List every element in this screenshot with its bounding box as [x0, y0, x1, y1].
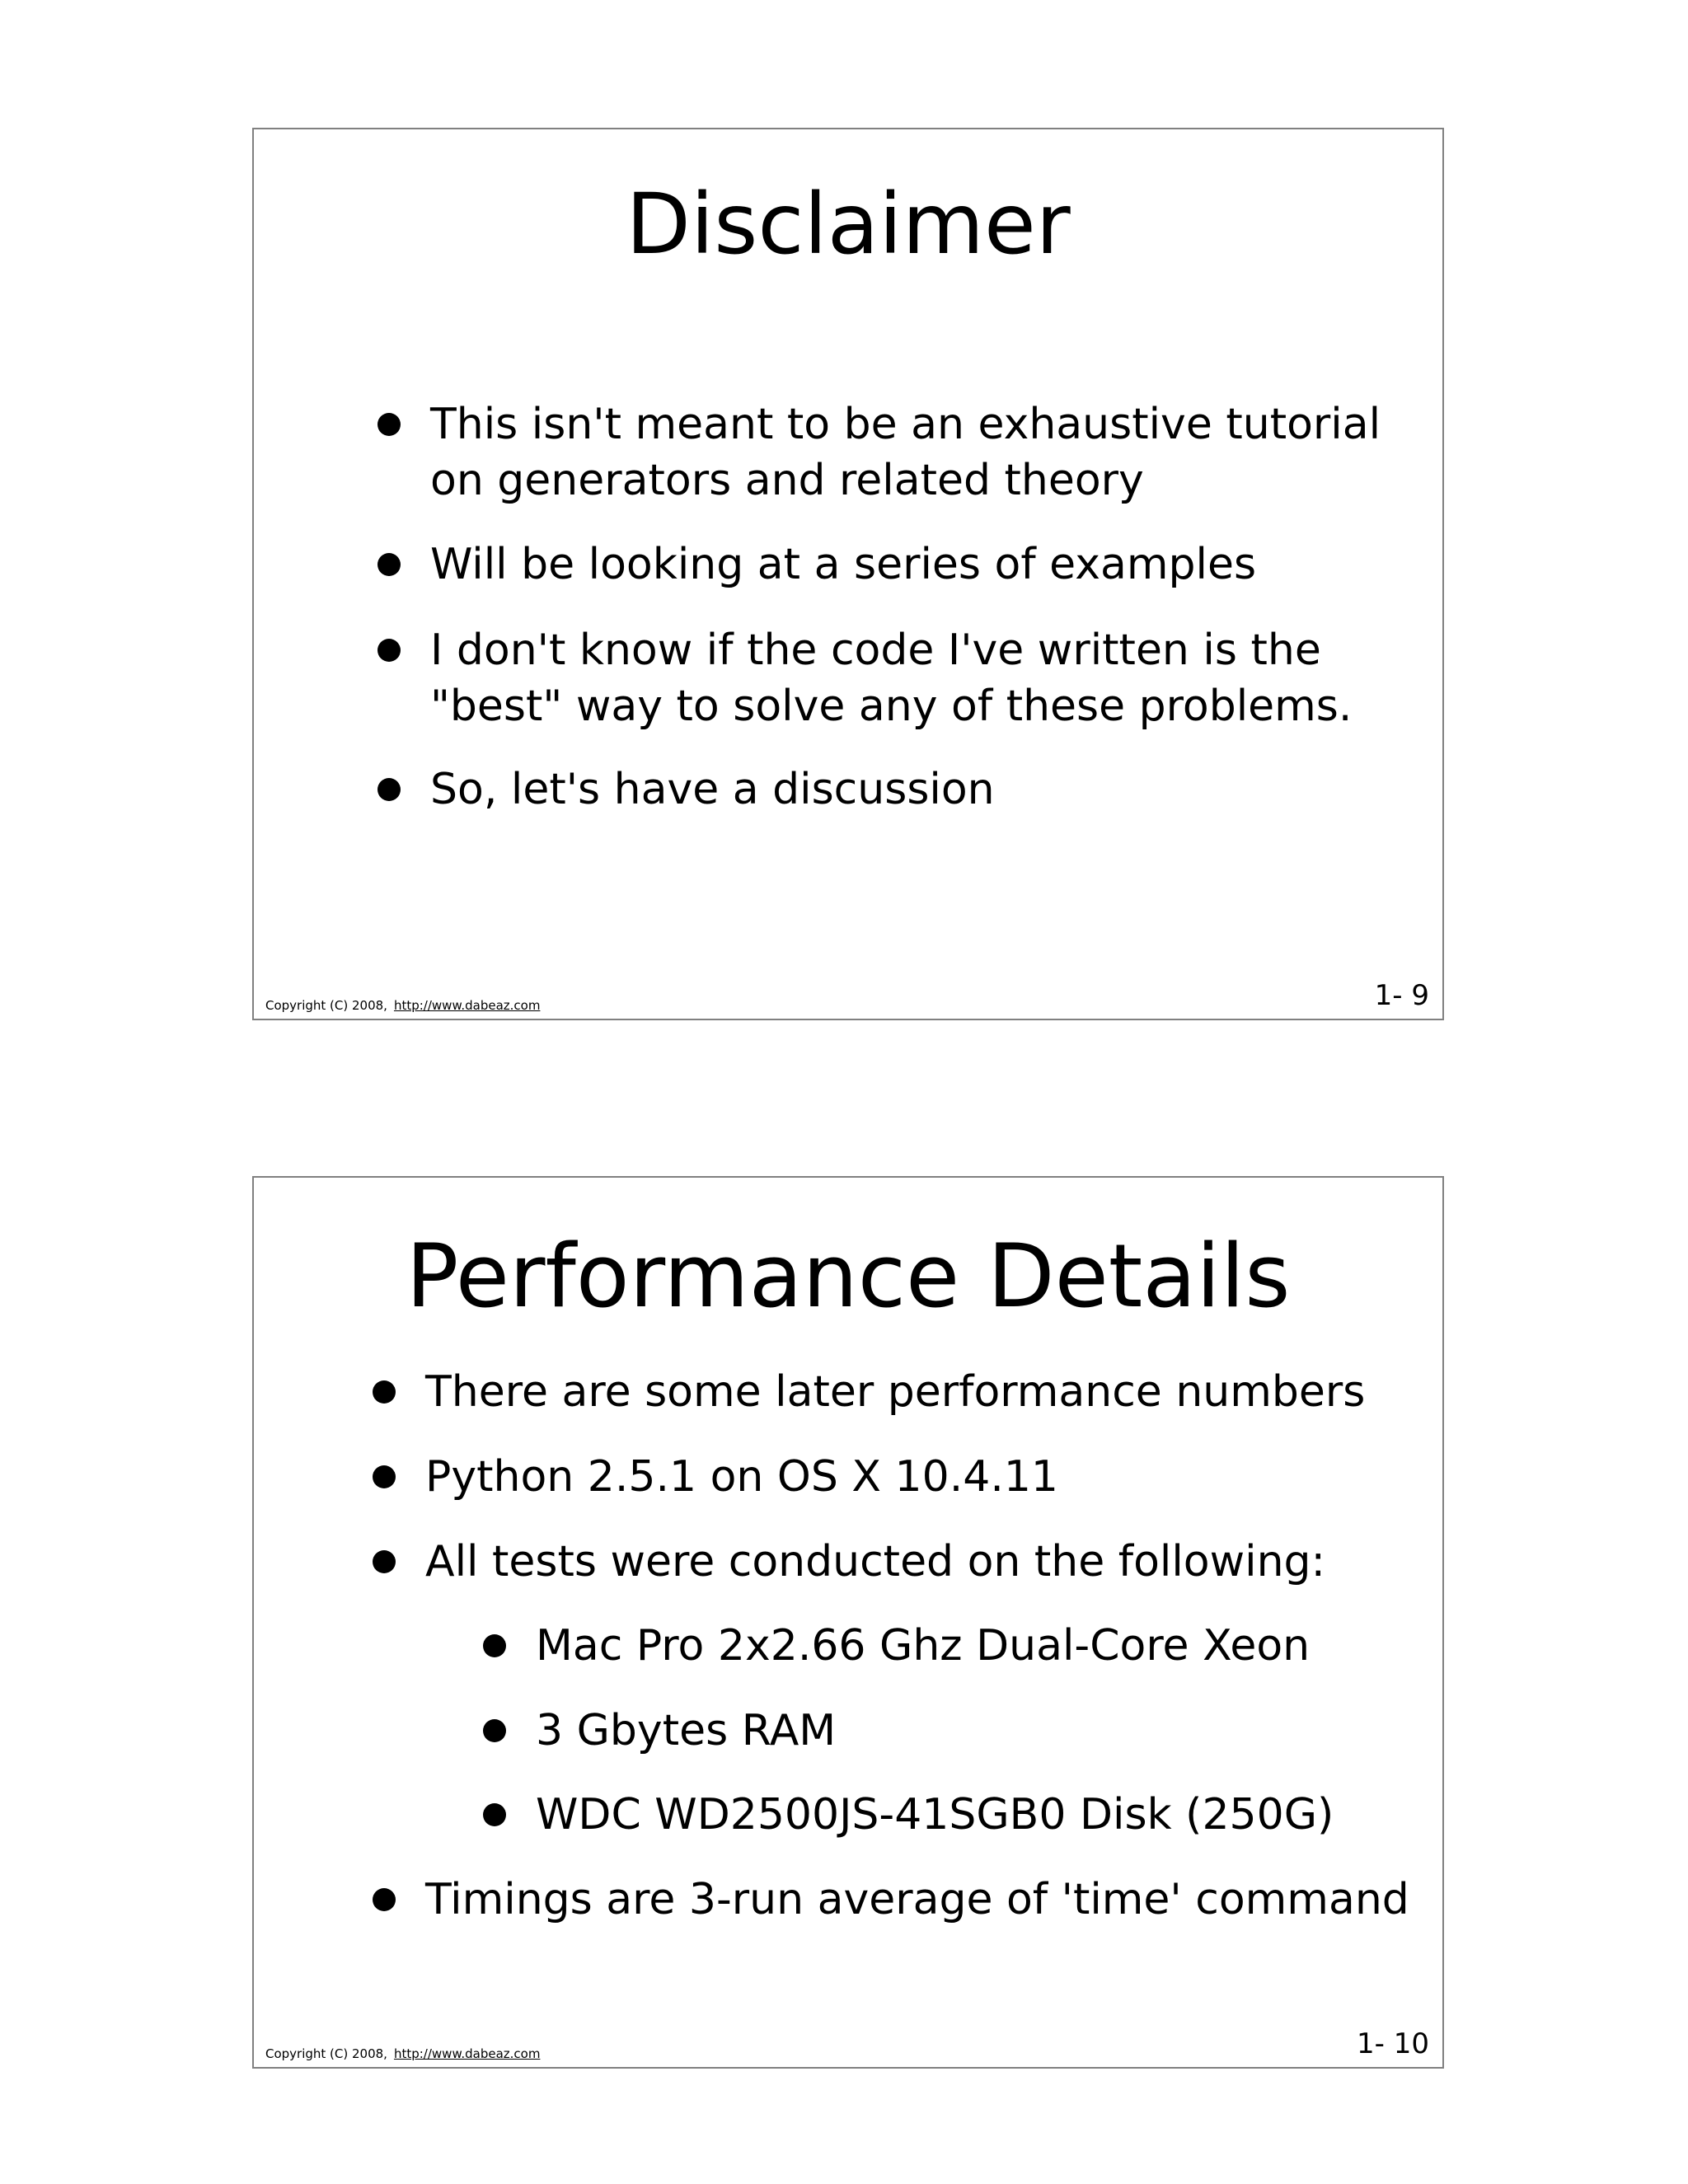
footer-link[interactable]: http://www.dabeaz.com [393, 998, 541, 1013]
copyright-text: Copyright (C) 2008, [265, 998, 387, 1013]
bullet-item [430, 622, 1352, 734]
bullet-dot-icon [373, 1465, 396, 1488]
page-number: 1- 9 [1374, 979, 1429, 1012]
bullet-dot-icon [377, 553, 401, 576]
bullet-dot-icon [483, 1634, 506, 1657]
bullet-item [425, 1449, 1058, 1505]
slide-footer [265, 2046, 540, 2061]
bullet-text: Will be looking at a series of examples [430, 540, 1257, 589]
bullet-text: 3 Gbytes RAM [536, 1706, 837, 1755]
bullet-dot-icon [373, 1380, 396, 1404]
copyright-text: Copyright (C) 2008, [265, 2046, 387, 2061]
bullet-text: All tests were conducted on the following: [425, 1537, 1326, 1586]
bullet-text: There are some later performance numbers [425, 1367, 1366, 1417]
bullet-text: WDC WD2500JS-41SGB0 Disk (250G) [536, 1790, 1334, 1840]
bullet-text-continued: on generators and related theory [430, 456, 1144, 505]
bullet-item [430, 762, 995, 818]
bullet-item [425, 1364, 1365, 1420]
bullet-text: I don't know if the code I've written is the [430, 626, 1321, 675]
bullet-item [430, 537, 1256, 593]
slide-performance-details [252, 1176, 1444, 2069]
bullet-item [425, 1872, 1409, 1928]
slide-footer [265, 998, 540, 1013]
bullet-text: Mac Pro 2x2.66 Ghz Dual-Core Xeon [536, 1621, 1311, 1671]
slide-title: Disclaimer [626, 176, 1071, 274]
sub-bullet-item [536, 1703, 836, 1759]
slide-title: Performance Details [406, 1226, 1291, 1327]
bullet-dot-icon [483, 1719, 506, 1742]
bullet-item [425, 1534, 1325, 1590]
bullet-text: Python 2.5.1 on OS X 10.4.11 [425, 1452, 1059, 1502]
page-number: 1- 10 [1357, 2027, 1429, 2060]
bullet-dot-icon [377, 778, 401, 801]
bullet-dot-icon [373, 1550, 396, 1573]
footer-link[interactable]: http://www.dabeaz.com [393, 2046, 541, 2061]
bullet-dot-icon [377, 413, 401, 436]
bullet-text: So, let's have a discussion [430, 765, 995, 814]
bullet-dot-icon [373, 1888, 396, 1911]
bullet-text: Timings are 3-run average of 'time' command [425, 1875, 1409, 1924]
bullet-text-continued: "best" way to solve any of these problems. [430, 682, 1353, 731]
slide-disclaimer [252, 128, 1444, 1020]
sub-bullet-item [536, 1787, 1334, 1843]
sub-bullet-item [536, 1618, 1310, 1674]
bullet-item [430, 396, 1381, 509]
bullet-dot-icon [377, 639, 401, 662]
bullet-text: This isn't meant to be an exhaustive tutorial [430, 400, 1381, 449]
bullet-dot-icon [483, 1803, 506, 1826]
